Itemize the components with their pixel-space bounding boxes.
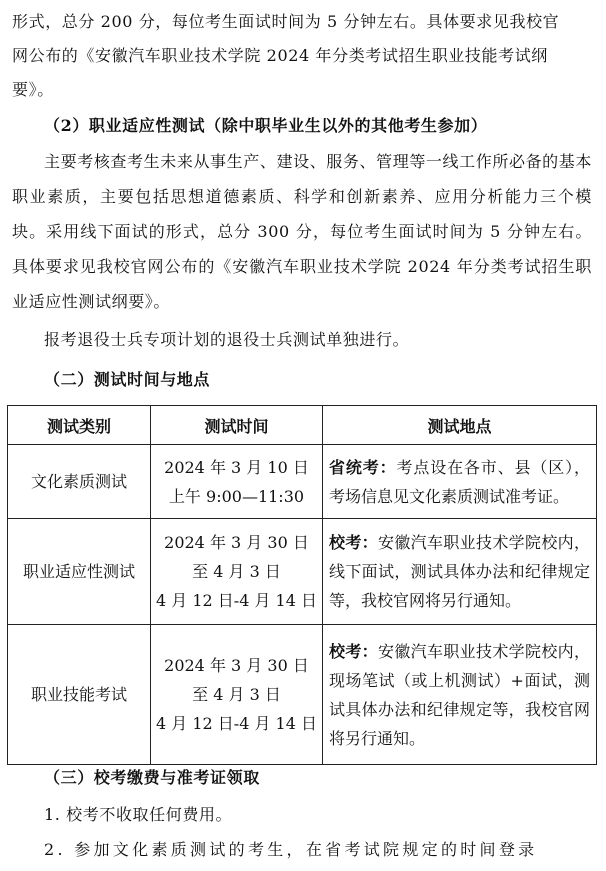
time-cell: 2024 年 3 月 30 日 至 4 月 3 日 4 月 12 日-4 月 14 日 bbox=[151, 519, 323, 625]
schedule-table bbox=[7, 405, 597, 765]
section-paragraph-vocational-aptitude: 主要考核查考生未来从事生产、建设、服务、管理等一线工作所必备的基本职业素质，主要包括思想道德素质、科学和创新素养、应用分析能力三个模块。采用线下面试的形式，总分 300 分，每位考生面试时间为 5 分钟左右。具体要求见我校官网公布的《安徽汽车职业技术学院 2024 年分类考试招生职业适应性测试纲要》。 bbox=[12, 152, 592, 311]
time-cell: 2024 年 3 月 10 日 上午 9:00—11:30 bbox=[151, 445, 323, 519]
place-tag: 省统考： bbox=[329, 457, 397, 477]
intro-line-1: 形式，总分 200 分，每位考生面试时间为 5 分钟左右。具体要求见我校官 bbox=[12, 12, 560, 31]
category-cell: 职业适应性测试 bbox=[8, 519, 151, 625]
veteran-note: 报考退役士兵专项计划的退役士兵测试单独进行。 bbox=[44, 330, 410, 349]
place-cell: 校考：安徽汽车职业技术学院校内，线下面试，测试具体办法和纪律规定等，我校官网将另行通知。 bbox=[323, 519, 597, 625]
header-place: 测试地点 bbox=[323, 406, 597, 445]
intro-line-2: 网公布的《安徽汽车职业技术学院 2024 年分类考试招生职业技能考试纲 bbox=[12, 46, 548, 65]
list-item-1: 1. 校考不收取任何费用。 bbox=[44, 805, 233, 824]
table-header-row bbox=[8, 406, 597, 445]
header-time: 测试时间 bbox=[151, 406, 323, 445]
section-heading-fees-admission: （三）校考缴费与准考证领取 bbox=[44, 768, 260, 787]
section-heading-vocational-aptitude: （2）职业适应性测试（除中职毕业生以外的其他考生参加） bbox=[44, 116, 488, 135]
place-tag: 校考： bbox=[329, 533, 378, 552]
list-item-2: 2. 参加文化素质测试的考生，在省考试院规定的时间登录 bbox=[44, 840, 538, 859]
category-cell: 文化素质测试 bbox=[8, 445, 151, 519]
place-cell: 省统考：考点设在各市、县（区），考场信息见文化素质测试准考证。 bbox=[323, 445, 597, 519]
place-tag: 校考： bbox=[329, 641, 378, 661]
time-cell: 2024 年 3 月 30 日 至 4 月 3 日 4 月 12 日-4 月 14 日 bbox=[151, 625, 323, 765]
category-cell: 职业技能考试 bbox=[8, 625, 151, 765]
header-category: 测试类别 bbox=[8, 406, 151, 445]
table-row bbox=[8, 625, 597, 765]
place-cell: 校考：安徽汽车职业技术学院校内，现场笔试（或上机测试）+面试，测试具体办法和纪律规定等，我校官网将另行通知。 bbox=[323, 625, 597, 765]
table-row bbox=[8, 519, 597, 625]
intro-line-3: 要》。 bbox=[12, 80, 54, 99]
section-heading-time-place: （二）测试时间与地点 bbox=[44, 370, 211, 389]
table-row bbox=[8, 445, 597, 519]
